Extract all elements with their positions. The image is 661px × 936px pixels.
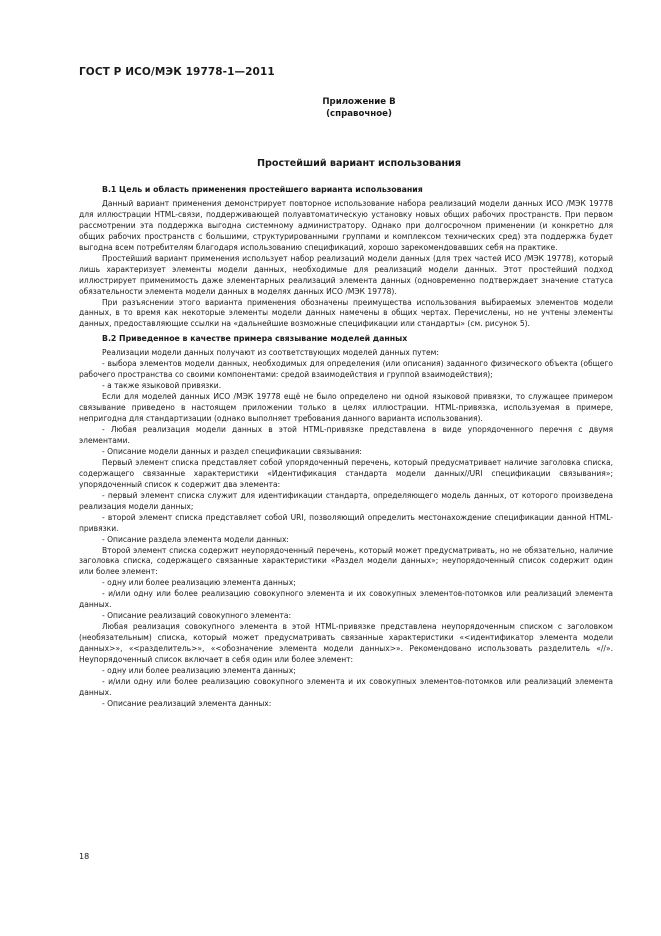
- section-heading-b1: В.1 Цель и область применения простейшего варианта использования: [102, 185, 423, 194]
- document-body: [79, 185, 613, 710]
- paragraph: Простейший вариант применения использует набор реализаций модели данных (для трех частей ИСО /МЭК 19778), который лишь характеризует элементы модели данных, необходимые для реализаций модели данных. Этот простейший подход иллюстрирует применимость даже элементарных реализаций элемента данных (одновременно подтверждает значение статуса обязательности элемента модели данных в моделях данных ИСО /МЭК 19778).: [79, 253, 613, 296]
- section-heading-b2: В.2 Приведенное в качестве примера связывание моделей данных: [102, 334, 408, 344]
- list-item: - Описание реализаций элемента данных:: [102, 698, 272, 708]
- paragraph: Если для моделей данных ИСО /МЭК 19778 ещё не было определено ни одной языковой привязки, то служащее примером связывание приведено в настоящем приложении только в целях иллюстрации. HTML-привязка, используемая в примере, непригодна для стандартизации (однако выполняет требования данного варианта использования).: [79, 392, 613, 424]
- document-header: ГОСТ Р ИСО/МЭК 19778-1—2011: [79, 66, 275, 78]
- list-item: - одну или более реализацию элемента данных;: [102, 578, 296, 588]
- list-item: - и/или одну или более реализацию совокупного элемента и их совокупных элементов-потомков или реализаций элемента данных.: [79, 589, 613, 610]
- list-item: - а также языковой привязки.: [102, 381, 222, 391]
- list-item: - второй элемент списка представляет собой URI, позволяющий определить местонахождение спецификации данной HTML-привязки.: [79, 512, 613, 533]
- paragraph: Данный вариант применения демонстрирует повторное использование набора реализаций модели данных ИСО /МЭК 19778 для иллюстрации HTML-связи, поддерживающей полуавтоматическую установку новых общих рабочих пространств. При первом рассмотрении эта поддержка выгодна системному администратору. Однако при долгосрочном применении (и конкретно для общих рабочих пространств с большими, структурированными группами и комплексом технических сред) эта поддержка будет выгодна всем потребителям благодаря использованию спецификаций, хорошо зарекомендовавших себя на практике.: [79, 198, 613, 252]
- list-item: - Описание модели данных и раздел спецификации связывания:: [102, 446, 362, 456]
- document-title: Простейший вариант использования: [256, 158, 462, 169]
- page-number: 18: [79, 852, 90, 861]
- list-item: - выбора элементов модели данных, необходимых для определения (или описания) заданного физического объекта (общего рабочего пространства со своими компонентами: средой взаимодействия и группой взаимодействия);: [79, 359, 613, 380]
- paragraph: Второй элемент списка содержит неупорядоченный перечень, который может предусматривать, но не обязательно, наличие заголовка списка, содержащего связанные характеристики «Раздел модели данных»; неупорядоченный список содержит один или более элемент:: [79, 545, 613, 577]
- list-item: - Описание раздела элемента модели данных:: [102, 534, 289, 544]
- annex-subtitle: (справочное): [326, 109, 392, 119]
- list-item: - Любая реализация модели данных в этой HTML-привязке представлена в виде упорядоченного перечня с двумя элементами.: [79, 425, 613, 445]
- paragraph: Первый элемент списка представляет собой упорядоченный перечень, который предусматривает наличие заголовка списка, содержащего связанные характеристики «Идентификация стандарта модели данных//URI спецификации связывания»; упорядоченный список к содержит два элемента:: [79, 457, 613, 489]
- paragraph: При разъяснении этого варианта применения обозначены преимущества использования выбираемых элементов модели данных, в то время как некоторые элементы модели данных намечены в общих чертах. Перечислены, но не учтены элементы данных, предоставляющие ссылки на «дальнейшие возможные спецификации или стандарты» (см. рисунок 5).: [79, 297, 613, 329]
- annex-title: Приложение В: [322, 97, 396, 107]
- list-item: - первый элемент списка служит для идентификации стандарта, определяющего модель данных, от которого произведена реализация модели данных;: [79, 490, 613, 511]
- paragraph: Любая реализация совокупного элемента в этой HTML-привязке представлена неупорядоченным списком с заголовком (необязательным) списка, который может предусматривать связанные характеристики «<идентификатор элемента модели данных>», «<разделитель>», «<обозначение элемента модели данных>». Рекомендовано использовать разделитель «//». Неупорядоченный список включает в себя один или более элемент:: [79, 622, 613, 665]
- list-item: - Описание реализаций совокупного элемента:: [102, 611, 292, 621]
- paragraph: Реализации модели данных получают из соответствующих моделей данных путем:: [102, 348, 439, 358]
- list-item: - одну или более реализацию элемента данных;: [102, 665, 296, 675]
- list-item: - и/или одну или более реализацию совокупного элемента и их совокупных элементов-потомков или реализаций элемента данных.: [79, 676, 613, 697]
